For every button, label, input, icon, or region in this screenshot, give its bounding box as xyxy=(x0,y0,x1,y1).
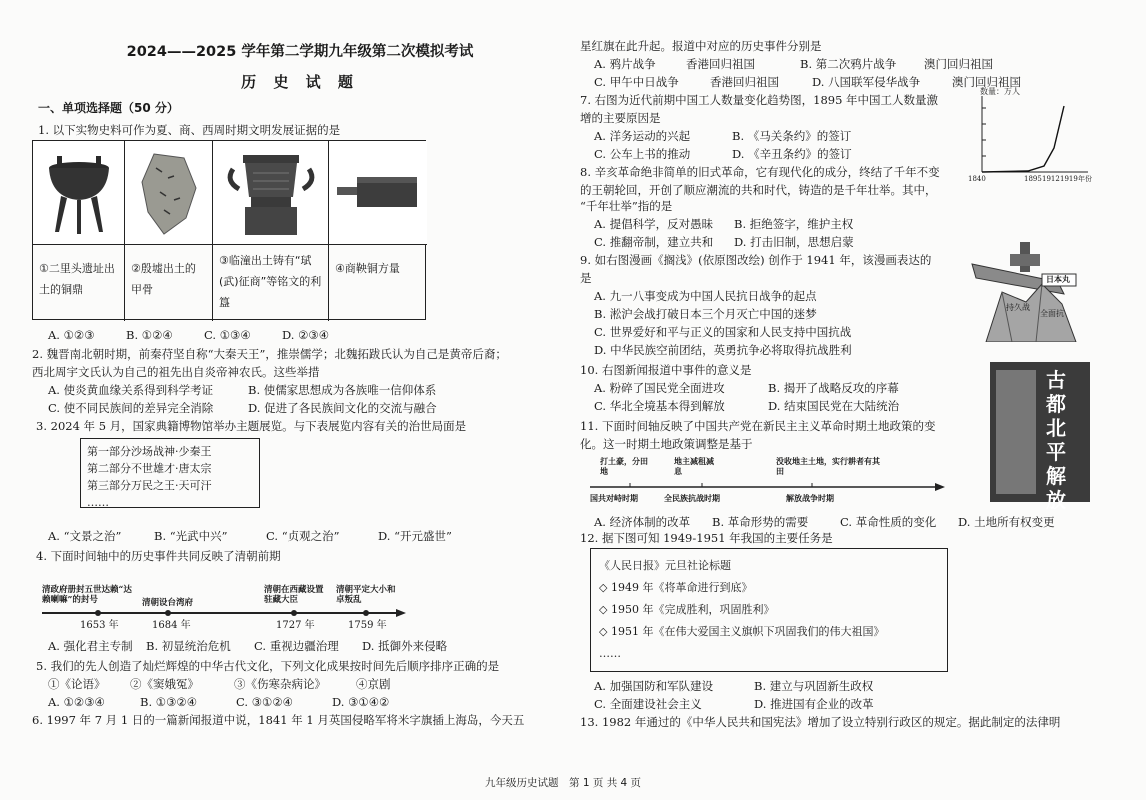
q6-options-row1 xyxy=(594,56,993,73)
section-heading: 一、单项选择题（50 分） xyxy=(38,101,179,115)
q8-option-d[interactable]: D. 打击旧制，思想启蒙 xyxy=(734,235,854,249)
li-gui-image xyxy=(213,141,329,245)
q7-x-tick-1840: 1840 xyxy=(968,175,986,183)
q1-caption-4: ④商鞅铜方量 xyxy=(335,262,400,275)
q10-stem: 10. 右图新闻报道中事件的意义是 xyxy=(580,363,752,377)
q8-option-b[interactable]: B. 拒绝签字，维护主权 xyxy=(734,217,854,231)
q2-options-row1 xyxy=(48,382,436,399)
bronze-ding-image xyxy=(33,141,125,245)
q3-box-line-3: 第三部分万民之王·天可汗 xyxy=(87,479,212,493)
q2-option-a[interactable]: A. 使炎黄血缘关系得到科学考证 xyxy=(48,383,214,397)
q8-option-a[interactable]: A. 提倡科学，反对愚昧 xyxy=(594,217,714,231)
q1-option-c[interactable]: C. ①③④ xyxy=(204,328,251,342)
q6-option-b-event2: 澳门回归祖国 xyxy=(924,57,993,71)
bronze-measure-image xyxy=(329,141,427,245)
q3-box-line-1: 第一部分沙场战神·少秦王 xyxy=(87,445,212,458)
q10-options-row1 xyxy=(594,380,899,397)
q8-line-3: “千年壮举”指的是 xyxy=(580,199,673,213)
q12-box-line-5: …… xyxy=(599,647,621,660)
q9-option-b-row xyxy=(594,306,817,323)
q3-box-line-2: 第二部分不世雄才·唐太宗 xyxy=(87,462,212,476)
q9-cartoon xyxy=(966,232,1086,342)
poster-headline: 古都北平解放 xyxy=(1046,368,1066,512)
q4-event-2: 清朝设台湾府 xyxy=(142,598,194,608)
q7-option-c[interactable]: C. 公车上书的推动 xyxy=(594,147,691,161)
q1-caption-3: ③临潼出土铸有“珷(武)征商”等铭文的利簋 xyxy=(213,245,329,321)
q4-year-3: 1727 年 xyxy=(276,620,315,631)
q11-policy-1: 打土豪，分田地 xyxy=(600,456,648,476)
q1-caption-1: ①二里头遗址出土的铜鼎 xyxy=(33,245,125,321)
q11-option-b[interactable]: B. 革命形势的需要 xyxy=(712,515,809,529)
q7-line-2: 增的主要原因是 xyxy=(580,111,661,125)
q5-item-3: ③《伤寒杂病论》 xyxy=(234,677,326,691)
q8-options-row2 xyxy=(594,234,854,251)
q11-period-2: 全民族抗战时期 xyxy=(664,493,720,503)
q4-timeline xyxy=(38,585,438,635)
q8-options-row1 xyxy=(594,216,853,233)
ding-vessel-icon xyxy=(39,150,119,236)
q4-year-1: 1653 年 xyxy=(80,620,119,631)
q12-option-d[interactable]: D. 推进国有企业的改革 xyxy=(754,697,874,711)
q6-options-row2 xyxy=(594,74,1021,91)
q1-image-table xyxy=(32,140,426,320)
q4-year-2: 1684 年 xyxy=(152,620,191,631)
q9-line-2: 是 xyxy=(580,271,592,285)
q9-option-c-row xyxy=(594,324,851,341)
q7-trend-line xyxy=(982,106,1064,172)
q11-option-a[interactable]: A. 经济体制的改革 xyxy=(594,515,691,529)
q10-options-row2 xyxy=(594,398,899,415)
q11-period-1: 国共对峙时期 xyxy=(590,493,638,503)
q7-x-tick-1895: 1895 xyxy=(1024,175,1042,183)
q10-news-poster xyxy=(990,362,1090,512)
q12-editorial-box xyxy=(590,548,948,672)
q1-stem: 1. 以下实物史料可作为夏、商、西周时期文明发展证据的是 xyxy=(38,123,341,137)
q7-option-d[interactable]: D. 《辛丑条约》的签订 xyxy=(732,147,852,161)
q3-option-a[interactable]: A. “文景之治” xyxy=(48,529,122,543)
q9-label-rock-2: 全面抗 xyxy=(1040,309,1064,318)
q5-option-b[interactable]: B. ①③②④ xyxy=(140,695,198,709)
q11-line-2: 化。这一时期土地政策调整是基于 xyxy=(580,437,753,451)
q10-option-b[interactable]: B. 揭开了战略反攻的序幕 xyxy=(768,381,899,395)
q8-option-c[interactable]: C. 推翻帝制，建立共和 xyxy=(594,235,714,249)
q12-box-line-3: ◇ 1950 年《完成胜利，巩固胜利》 xyxy=(599,603,775,616)
q4-year-4: 1759 年 xyxy=(348,620,387,631)
q12-options-row2 xyxy=(594,696,874,713)
q9-option-a-row xyxy=(594,288,817,305)
q4-event-4: 清朝平定大小和卓叛乱 xyxy=(336,585,396,606)
q12-option-a[interactable]: A. 加强国防和军队建设 xyxy=(594,679,714,693)
q9-option-a[interactable]: A. 九一八事变成为中国人民抗日战争的起点 xyxy=(594,289,817,303)
q4-option-b[interactable]: B. 初显统治危机 xyxy=(146,639,231,653)
q1-options xyxy=(48,327,329,344)
q12-option-c[interactable]: C. 全面建设社会主义 xyxy=(594,697,702,711)
q3-options xyxy=(48,528,452,545)
q5-item-4: ④京剧 xyxy=(356,677,391,691)
exam-title: 2024——2025 学年第二学期九年级第二次模拟考试 xyxy=(126,44,474,60)
q7-option-b[interactable]: B. 《马关条约》的签订 xyxy=(732,129,852,143)
q9-line-1: 9. 如右图漫画《搁浅》(依原图改绘) 创作于 1941 年，该漫画表达的 xyxy=(580,253,932,267)
q11-option-d[interactable]: D. 土地所有权变更 xyxy=(958,515,1055,529)
q11-policy-2: 地主减租减息 xyxy=(674,456,714,476)
q6-option-a[interactable]: A. 鸦片战争 xyxy=(594,57,656,71)
oracle-bone-image xyxy=(125,141,213,245)
q1-option-d[interactable]: D. ②③④ xyxy=(282,328,330,342)
q12-box-line-4: ◇ 1951 年《在伟大爱国主义旗帜下巩固我们的伟大祖国》 xyxy=(599,625,885,638)
page-footer: 九年级历史试题 第 1 页 共 4 页 xyxy=(485,777,642,789)
q1-caption-2: ②殷墟出土的甲骨 xyxy=(125,245,213,321)
q2-options-row2 xyxy=(48,400,437,417)
q8-line-2: 的王朝轮回，开创了顺应潮流的共和时代，铸造的是千年壮举。其中， xyxy=(580,183,937,197)
poster-photo xyxy=(996,370,1036,494)
q5-items xyxy=(48,676,391,693)
q9-option-d[interactable]: D. 中华民族空前团结，英勇抗争必将取得抗战胜利 xyxy=(594,343,852,357)
q9-label-ship: 日本丸 xyxy=(1046,274,1070,284)
q9-label-rock-1: 持久战 xyxy=(1006,303,1030,312)
q9-option-c[interactable]: C. 世界爱好和平与正义的国家和人民支持中国抗战 xyxy=(594,325,852,339)
q12-options-row1 xyxy=(594,678,873,695)
q12-box-line-1: 《人民日报》元旦社论标题 xyxy=(599,559,731,572)
q6-option-d-event2: 澳门回归祖国 xyxy=(952,75,1021,89)
q7-options-row1 xyxy=(594,128,851,145)
q3-option-c[interactable]: C. “贞观之治” xyxy=(266,529,340,543)
q5-stem: 5. 我们的先人创造了灿烂辉煌的中华古代文化，下列文化成果按时间先后顺序排序正确的是 xyxy=(36,659,500,673)
q3-option-b[interactable]: B. “光武中兴” xyxy=(154,529,228,543)
exam-subtitle: 历 史 试 题 xyxy=(241,73,359,91)
q6-option-d[interactable]: D. 八国联军侵华战争 xyxy=(812,75,921,89)
gui-vessel-icon xyxy=(223,147,319,239)
q13-stem: 13. 1982 年通过的《中华人民共和国宪法》增加了设立特别行政区的规定。据此制定的法律明 xyxy=(580,715,1061,729)
q7-x-tick-year: 年份 xyxy=(1078,175,1092,183)
q4-stem: 4. 下面时间轴中的历史事件共同反映了清朝前期 xyxy=(36,549,281,563)
q5-option-c[interactable]: C. ③①②④ xyxy=(236,695,293,709)
q8-line-1: 8. 辛亥革命绝非简单的旧式革命，它有现代化的成分，终结了千年不变 xyxy=(580,165,940,179)
q3-box-line-4: …… xyxy=(87,496,109,510)
q4-option-a[interactable]: A. 强化君主专制 xyxy=(48,639,133,653)
q11-option-c[interactable]: C. 革命性质的变化 xyxy=(840,515,937,529)
q4-event-3: 清朝在西藏设置驻藏大臣 xyxy=(264,585,324,606)
q7-option-a[interactable]: A. 洋务运动的兴起 xyxy=(594,129,691,143)
q11-policy-3: 没收地主土地，实行耕者有其田 xyxy=(776,456,880,476)
q12-option-b[interactable]: B. 建立与巩固新生政权 xyxy=(754,679,874,693)
q1-option-b[interactable]: B. ①②④ xyxy=(126,328,173,342)
q4-event-1: 清政府册封五世达赖“达赖喇嘛”的封号 xyxy=(42,585,132,606)
q7-chart-svg xyxy=(968,86,1094,186)
q7-x-tick-1919: 1919 xyxy=(1060,175,1078,183)
q11-timeline xyxy=(590,455,950,511)
q2-option-b[interactable]: B. 使儒家思想成为各族唯一信仰体系 xyxy=(248,383,437,397)
q10-option-d[interactable]: D. 结束国民党在大陆统治 xyxy=(768,399,900,413)
q7-worker-chart xyxy=(968,86,1094,186)
q7-line-1: 7. 右图为近代前期中国工人数量变化趋势图，1895 年中国工人数量激 xyxy=(580,93,939,107)
q12-box-line-2: ◇ 1949 年《将革命进行到底》 xyxy=(599,581,753,594)
q4-option-c[interactable]: C. 重视边疆治理 xyxy=(254,639,339,653)
q11-options xyxy=(594,514,1055,531)
q3-stem: 3. 2024 年 5 月，国家典籍博物馆举办主题展览。与下表展览内容有关的治世局面是 xyxy=(36,419,467,433)
q5-options xyxy=(48,694,389,711)
q9-option-d-row xyxy=(594,342,852,359)
q6-line-1: 6. 1997 年 7 月 1 日的一篇新闻报道中说，1841 年 1 月英国侵略军将米字旗插上海岛，今天五 xyxy=(32,713,525,727)
q3-option-d[interactable]: D. “开元盛世” xyxy=(378,529,452,543)
q6-option-b[interactable]: B. 第二次鸦片战争 xyxy=(800,57,897,71)
q5-item-1: ①《论语》 xyxy=(48,677,106,691)
q5-option-d[interactable]: D. ③①④② xyxy=(332,695,390,709)
q1-option-a[interactable]: A. ①②③ xyxy=(48,328,95,342)
q4-option-d[interactable]: D. 抵御外来侵略 xyxy=(362,639,448,653)
q11-period-3: 解放战争时期 xyxy=(786,493,834,503)
q12-stem: 12. 据下图可知 1949-1951 年我国的主要任务是 xyxy=(580,531,833,545)
q11-line-1: 11. 下面时间轴反映了中国共产党在新民主主义革命时期土地政策的变 xyxy=(580,419,936,433)
q5-option-a[interactable]: A. ①②③④ xyxy=(48,695,105,709)
q6-option-c[interactable]: C. 甲午中日战争 xyxy=(594,75,679,89)
q3-exhibit-box xyxy=(80,438,260,508)
q4-options xyxy=(48,638,447,655)
q7-options-row2 xyxy=(594,146,852,163)
q2-line-1: 2. 魏晋南北朝时期，前秦苻坚自称“大秦天王”，推崇儒学；北魏拓跋氏认为自己是黄帝后裔； xyxy=(32,347,507,361)
q6-option-c-event2: 香港回归祖国 xyxy=(710,75,779,89)
q2-option-c[interactable]: C. 使不同民族间的差异完全消除 xyxy=(48,401,214,415)
q10-option-a[interactable]: A. 粉碎了国民党全面进攻 xyxy=(594,381,725,395)
q7-x-tick-1912: 1912 xyxy=(1042,175,1060,183)
q2-line-2: 西北周宇文氏认为自己的祖先出自炎帝神农氏。这些举措 xyxy=(32,365,320,379)
bronze-square-measure-icon xyxy=(333,163,423,223)
q7-chart-ylabel: 数量：万人 xyxy=(980,87,1020,96)
q9-option-b[interactable]: B. 淞沪会战打破日本三个月灭亡中国的迷梦 xyxy=(594,307,817,321)
q10-option-c[interactable]: C. 华北全境基本得到解放 xyxy=(594,399,725,413)
q5-item-2: ②《窦娥冤》 xyxy=(130,677,199,691)
q6-option-a-event2: 香港回归祖国 xyxy=(686,57,755,71)
q2-option-d[interactable]: D. 促进了各民族间文化的交流与融合 xyxy=(248,401,437,415)
oracle-bone-icon xyxy=(134,148,204,238)
stranded-ship-cartoon-icon xyxy=(966,232,1086,342)
q6-line-2: 星红旗在此升起。报道中对应的历史事件分别是 xyxy=(580,39,822,53)
